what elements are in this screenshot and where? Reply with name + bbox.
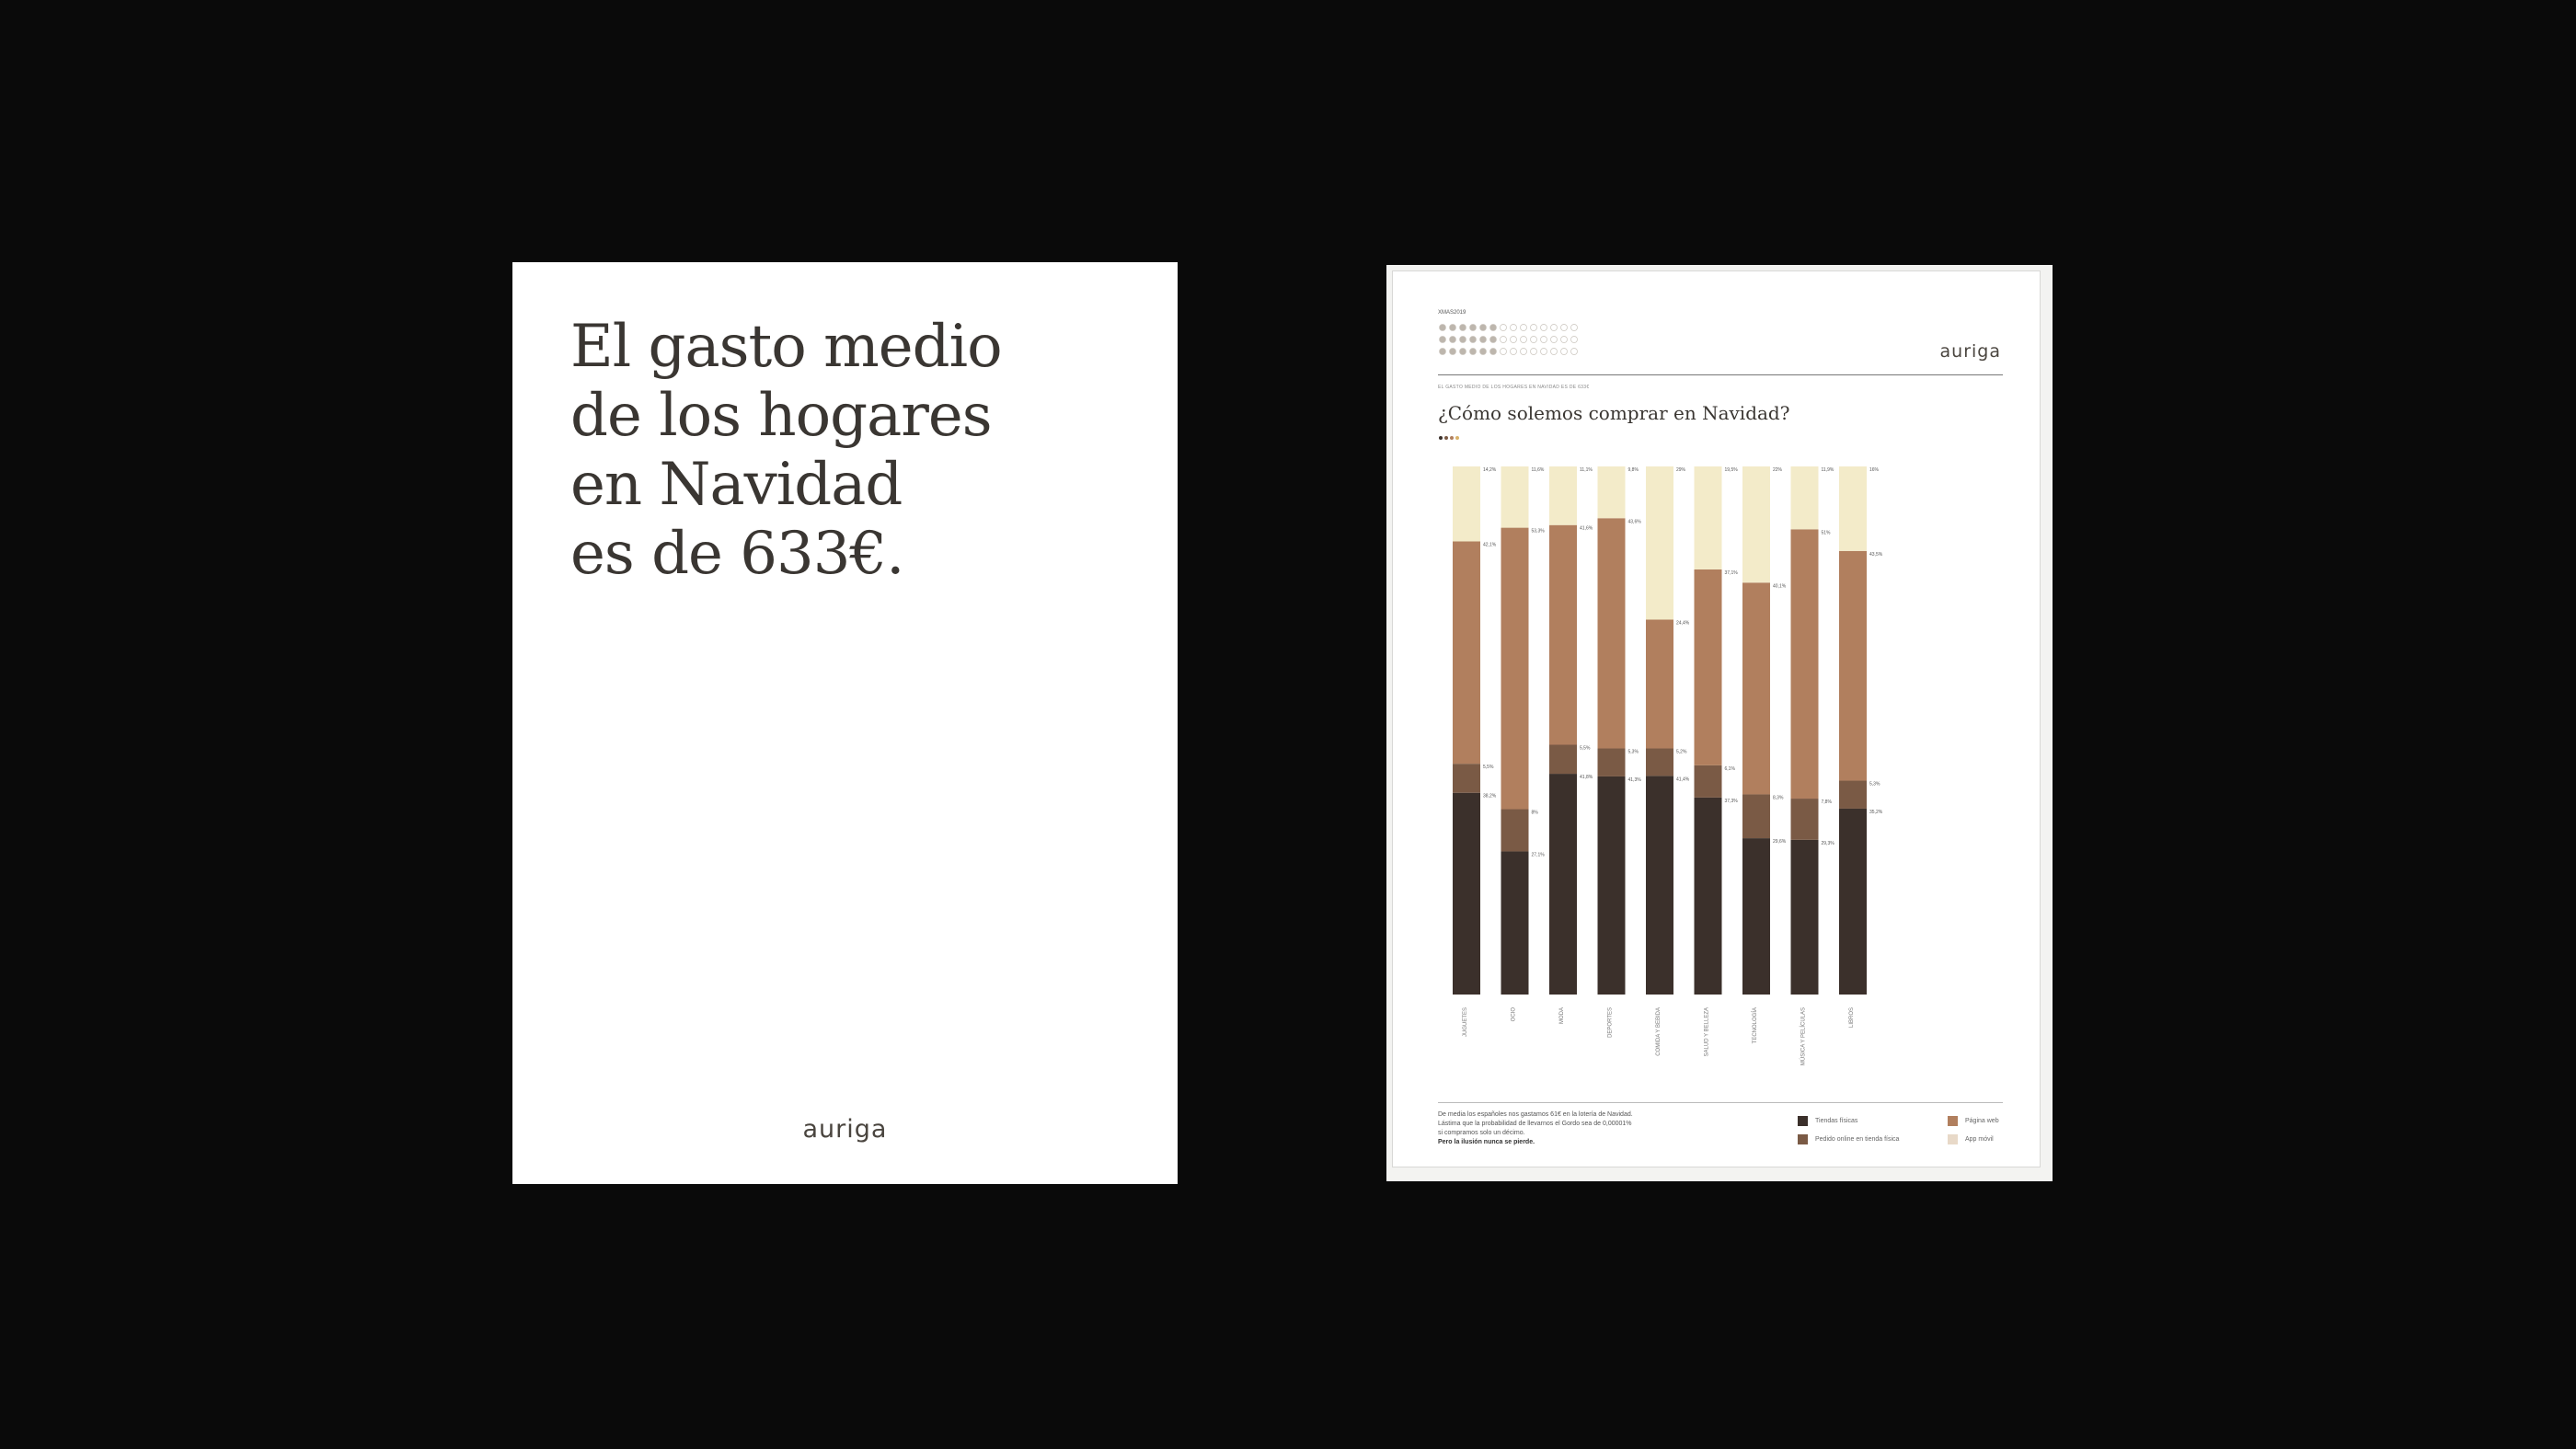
bar-segment-4-1 (1646, 749, 1673, 776)
bar-segment-1-0 (1501, 851, 1529, 995)
bar-segment-2-2 (1549, 525, 1577, 745)
legend-swatch-3 (1948, 1134, 1958, 1144)
infographic-frame (1386, 265, 2053, 1181)
data-label-4-3: 29% (1676, 467, 1686, 473)
bar-segment-5-1 (1695, 765, 1722, 798)
cover-card (512, 262, 1178, 1184)
bar-segment-1-1 (1501, 810, 1529, 852)
bar-segment-6-2 (1742, 582, 1770, 794)
legend-swatch-1 (1798, 1134, 1808, 1144)
brand-small: XMAS2019 (1438, 310, 1466, 316)
auriga-logo: auriga (802, 1115, 888, 1144)
data-label-6-0: 29,6% (1773, 839, 1787, 845)
headline-line-2: de los hogares (570, 382, 992, 450)
data-label-8-2: 43,5% (1869, 551, 1883, 558)
auriga-logo-small: auriga (1939, 341, 2001, 362)
data-label-2-2: 41,6% (1580, 525, 1593, 532)
data-label-7-2: 51% (1821, 530, 1831, 536)
bar-segment-6-3 (1742, 466, 1770, 582)
legend-item-2 (1948, 1116, 1999, 1126)
chart-title: ¿Cómo solemos comprar en Navidad? (1438, 402, 1790, 424)
header-note: EL GASTO MEDIO DE LOS HOGARES EN NAVIDAD ES DE 633€ (1438, 385, 1590, 390)
bar-segment-3-3 (1598, 466, 1626, 518)
bar-segment-3-0 (1598, 776, 1626, 995)
data-label-8-1: 5,3% (1869, 781, 1880, 788)
bar-segment-2-1 (1549, 744, 1577, 774)
footer-line-1: De media los españoles nos gastamos 61€ en la lotería de Navidad. (1438, 1111, 1633, 1118)
category-label-0: JUGUETES (1463, 1007, 1468, 1038)
legend-swatch-0 (1798, 1116, 1808, 1126)
bar-segment-8-2 (1839, 551, 1867, 781)
bar-segment-8-0 (1839, 809, 1867, 995)
category-label-6: TECNOLOGÍA (1753, 1007, 1758, 1044)
data-label-6-1: 8,3% (1773, 795, 1784, 801)
data-label-7-1: 7,8% (1821, 799, 1832, 806)
stacked-bar-chart (1393, 271, 2041, 1099)
data-label-6-2: 40,1% (1773, 583, 1787, 590)
data-label-1-3: 11,6% (1531, 467, 1545, 473)
bar-segment-1-3 (1501, 466, 1529, 528)
category-label-3: DEPORTES (1607, 1007, 1614, 1038)
bar-segment-8-3 (1839, 466, 1867, 551)
footer-line-3: si compramos solo un décimo. (1438, 1130, 1525, 1136)
legend-swatch-2 (1948, 1116, 1958, 1126)
category-label-8: LIBROS (1849, 1007, 1855, 1029)
data-label-5-3: 19,5% (1724, 467, 1738, 473)
bar-segment-2-3 (1549, 466, 1577, 525)
footer-line-2: Lástima que la probabilidad de llevarnos el Gordo sea de 0,00001% (1438, 1121, 1632, 1127)
bar-segment-3-2 (1598, 518, 1626, 748)
legend-item-3 (1948, 1134, 1994, 1144)
data-label-4-2: 24,4% (1676, 620, 1690, 627)
bar-segment-1-2 (1501, 528, 1529, 810)
bar-segment-5-2 (1695, 569, 1722, 765)
bar-segment-8-1 (1839, 781, 1867, 809)
category-label-7: MÚSICA Y PELÍCULAS (1800, 1007, 1807, 1066)
data-label-7-0: 29,3% (1821, 840, 1834, 846)
data-label-0-2: 42,1% (1483, 542, 1497, 548)
chart-legend (1393, 1116, 2040, 1153)
data-label-7-3: 11,9% (1821, 467, 1834, 473)
bar-segment-7-2 (1791, 529, 1819, 799)
bar-segment-0-1 (1453, 764, 1480, 793)
bar-segment-5-0 (1695, 798, 1722, 995)
cover-headline (570, 313, 1002, 589)
legend-label-3: App móvil (1965, 1136, 1994, 1143)
bar-segment-0-2 (1453, 542, 1480, 765)
legend-label-2: Página web (1965, 1118, 1999, 1124)
data-label-8-3: 16% (1869, 467, 1880, 473)
data-label-2-3: 11,1% (1580, 467, 1593, 473)
data-label-1-2: 53,3% (1531, 528, 1545, 535)
category-label-4: COMIDA Y BEBIDA (1656, 1007, 1662, 1056)
bar-segment-7-0 (1791, 840, 1819, 995)
bar-segment-0-0 (1453, 793, 1480, 995)
data-label-0-0: 38,2% (1483, 793, 1497, 799)
legend-item-0 (1798, 1116, 1857, 1126)
data-label-3-0: 41,3% (1627, 776, 1641, 783)
legend-label-1: Pedido online en tienda física (1815, 1136, 1900, 1143)
bar-segment-0-3 (1453, 466, 1480, 542)
bar-segment-7-1 (1791, 799, 1819, 840)
headline-line-3: en Navidad (570, 451, 903, 519)
bar-segment-3-1 (1598, 749, 1626, 776)
data-label-3-1: 5,3% (1627, 749, 1639, 755)
data-label-0-1: 5,5% (1483, 765, 1494, 771)
headline-line-1: El gasto medio (570, 313, 1002, 381)
data-label-6-3: 22% (1773, 467, 1783, 473)
data-label-4-0: 41,4% (1676, 776, 1690, 783)
data-label-2-0: 41,8% (1580, 775, 1593, 781)
headline-line-4: es de 633€. (570, 520, 904, 588)
bar-segment-6-1 (1742, 794, 1770, 838)
bar-segment-4-2 (1646, 619, 1673, 748)
data-label-1-1: 8% (1531, 810, 1538, 816)
category-label-1: OCIO (1511, 1007, 1517, 1022)
category-label-2: MODA (1559, 1007, 1565, 1024)
data-label-5-2: 37,1% (1724, 569, 1738, 576)
legend-label-0: Tiendas físicas (1815, 1118, 1858, 1124)
bar-segment-5-3 (1695, 466, 1722, 569)
data-label-0-3: 14,2% (1483, 467, 1497, 473)
data-label-3-3: 9,8% (1627, 467, 1639, 473)
data-label-5-1: 6,1% (1724, 765, 1735, 772)
bar-segment-4-0 (1646, 776, 1673, 995)
bar-segment-6-0 (1742, 838, 1770, 995)
data-label-8-0: 35,2% (1869, 809, 1883, 815)
bar-segment-4-3 (1646, 466, 1673, 619)
legend-item-1 (1798, 1134, 1899, 1144)
data-label-1-0: 27,1% (1531, 852, 1545, 858)
data-label-4-1: 5,2% (1676, 749, 1687, 755)
footer-line-4: Pero la ilusión nunca se pierde. (1438, 1139, 1535, 1145)
bar-segment-7-3 (1791, 466, 1819, 529)
infographic-sheet (1392, 270, 2041, 1167)
bar-segment-2-0 (1549, 774, 1577, 995)
category-label-5: SALUD Y BELLEZA (1704, 1007, 1710, 1057)
data-label-3-2: 43,6% (1627, 519, 1641, 525)
footer-divider (1438, 1102, 2003, 1103)
data-label-2-1: 5,5% (1580, 745, 1591, 752)
data-label-5-0: 37,3% (1724, 798, 1738, 804)
